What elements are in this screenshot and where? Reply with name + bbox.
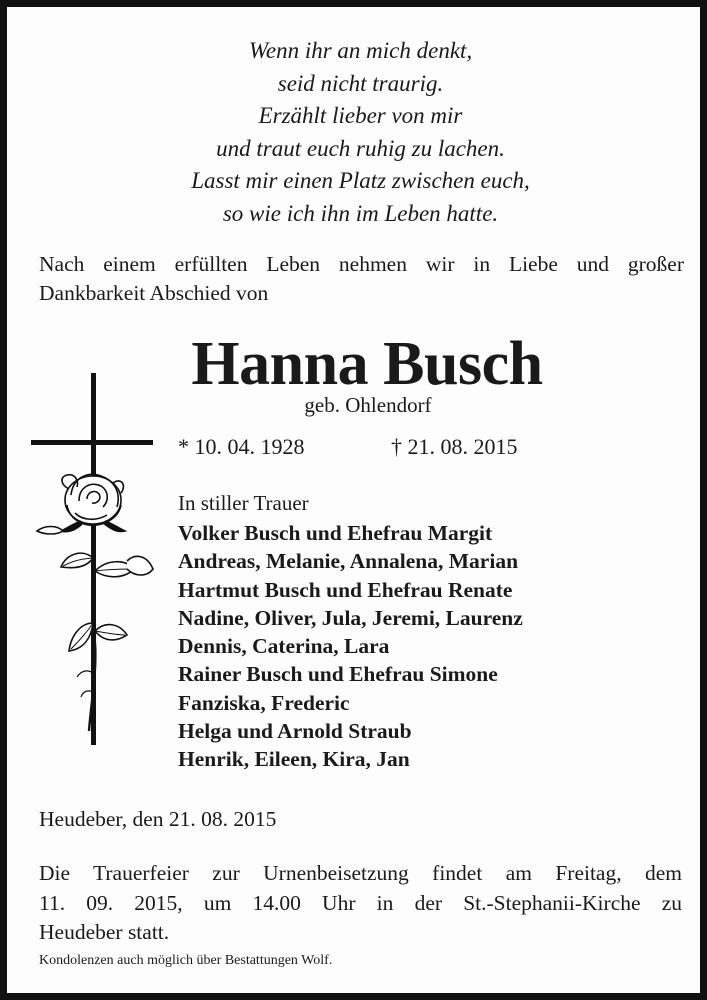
condolence-note: Kondolenzen auch möglich über Bestattungen Wolf. [39,953,333,968]
poem [107,35,614,230]
list-item: Hartmut Busch und Ehefrau Renate [178,577,513,602]
poem-line: und traut euch ruhig zu lachen. [216,135,505,161]
deceased-name: Hanna Busch [191,330,543,398]
intro-line: Dankbarkeit Abschied von [39,281,269,305]
service-line: Heudeber statt. [39,920,170,944]
birth-name: geb. Ohlendorf [304,393,432,417]
mourners-list [178,519,523,774]
poem-line: seid nicht traurig. [277,70,444,96]
list-item: Dennis, Caterina, Lara [178,634,390,659]
list-item: Nadine, Oliver, Jula, Jeremi, Laurenz [178,605,523,630]
list-item: Henrik, Eileen, Kira, Jan [178,747,410,772]
list-item: Volker Busch und Ehefrau Margit [178,521,493,545]
poem-line: so wie ich ihn im Leben hatte. [222,200,499,226]
intro-line: Nach einem erfüllten Leben nehmen wir in Liebe und großer [39,252,684,276]
service-line: 11. 09. 2015, um 14.00 Uhr in der St.-Stephanii-Kirche zu [39,890,682,915]
list-item: Rainer Busch und Ehefrau Simone [178,662,498,687]
intro-text [39,250,684,308]
funeral-service-text [39,859,682,948]
birth-date: * 10. 04. 1928 [178,434,305,459]
cross-and-rose [31,373,161,749]
place-date: Heudeber, den 21. 08. 2015 [39,807,277,831]
service-line: Die Trauerfeier zur Urnenbeisetzung findet am Freitag, dem [39,861,682,885]
list-item: Helga und Arnold Straub [178,719,412,744]
poem-line: Wenn ihr an mich denkt, [248,38,473,63]
poem-line: Erzählt lieber von mir [258,103,463,128]
poem-line: Lasst mir einen Platz zwischen euch, [191,168,530,193]
mourning-label: In stiller Trauer [178,491,309,515]
list-item: Fanziska, Frederic [178,690,350,715]
death-date: † 21. 08. 2015 [391,434,518,459]
list-item: Andreas, Melanie, Annalena, Marian [178,549,519,574]
